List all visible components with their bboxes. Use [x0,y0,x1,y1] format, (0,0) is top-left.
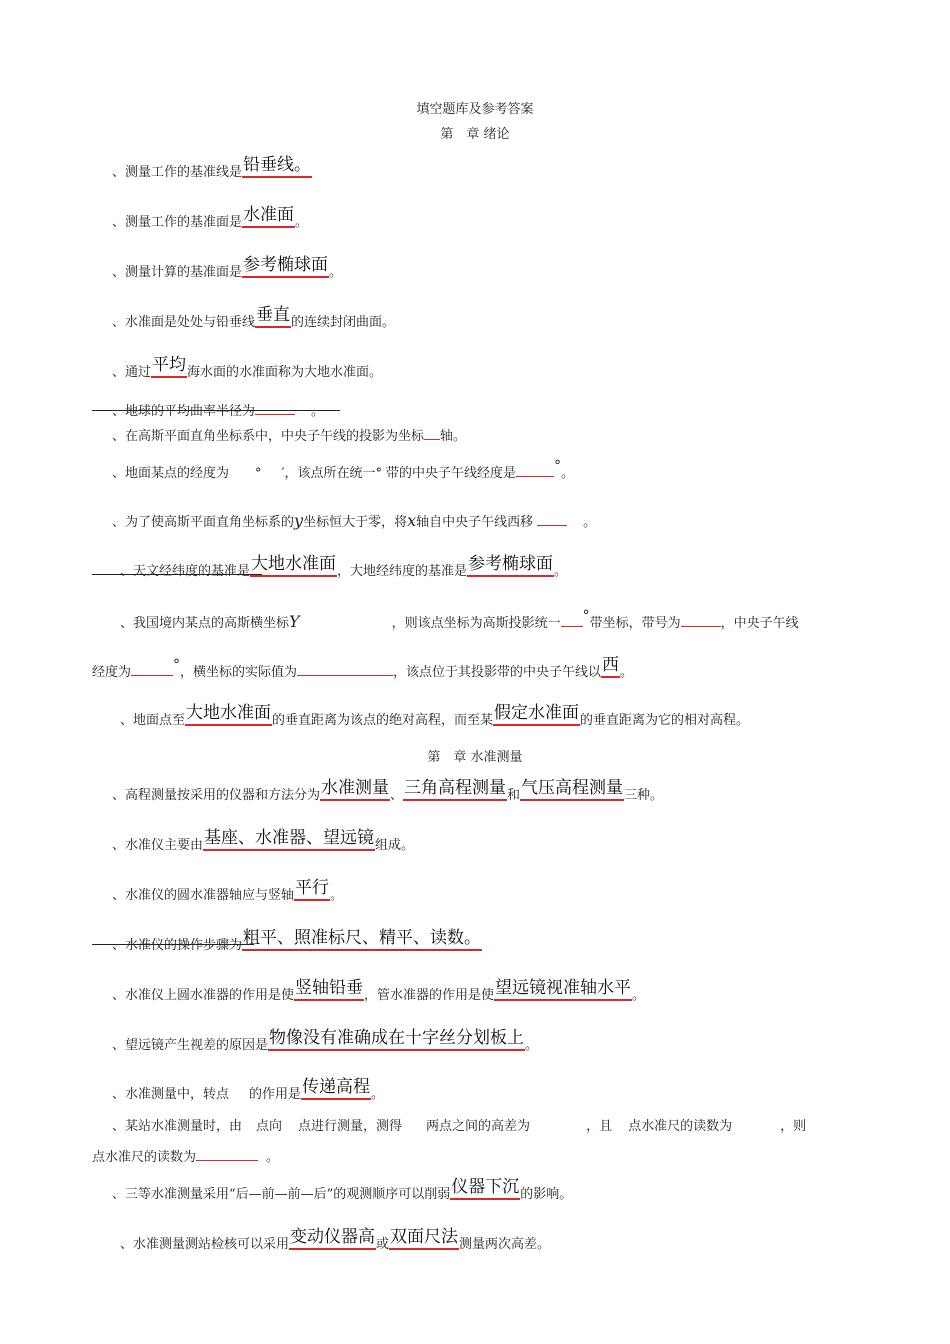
question-7: 、在高斯平面直角坐标系中，中央子午线的投影为坐标 轴。 [112,425,466,443]
answer-blank [424,425,440,440]
question-13: 、高程测量按采用的仪器和方法分为水准测量、三角高程测量和气压高程测量三种。 [112,778,664,803]
chapter-heading-1: 第 章 绪论 [440,127,510,142]
answer-1: 水准测量 [320,780,390,801]
answer: 仪器下沉 [450,1179,520,1200]
answer: 基座、水准器、望远镜 [203,830,375,851]
question-19: 、水准测量中，转点 的作用是传递高程。 [112,1077,385,1102]
answer-blank [537,511,567,526]
answer-1: 竖轴铅垂 [294,980,364,1001]
answer: 水准面 [242,207,295,228]
question-11: 、我国境内某点的高斯横坐标Y ，则该点坐标为高斯投影统一 °带坐标，带号为 ，中央子午线 [120,608,799,631]
question-5: 、通过平均海水面的水准面称为大地水准面。 [112,355,383,380]
answer: 参考椭球面 [242,257,329,278]
question-10: 、天文经纬度的基准是大地水准面，大地经纬度的基准是参考椭球面。 [120,554,568,579]
answer-blank [681,612,721,627]
answer-blank [196,1146,258,1161]
question-8: 、地面某点的经度为 ° ′，该点所在统一° 带的中央子午线经度是 °。 [112,458,575,481]
question-20-line-2: 点水准尺的读数为 。 [92,1146,279,1164]
question-18: 、望远镜产生视差的原因是物像没有准确成在十字丝分划板上。 [112,1028,539,1053]
question-3: 、测量计算的基准面是参考椭球面。 [112,255,343,280]
answer-blank [255,400,295,415]
question-11-line-2: 经度为 °，横坐标的实际值为 ，该点位于其投影带的中央子午线以西。 [92,655,634,680]
answer-blank [131,661,173,676]
answer: 西 [601,657,620,678]
question-22: 、水准测量测站检核可以采用变动仪器高或双面尺法测量两次高差。 [120,1227,551,1252]
strike-through-line [92,574,262,575]
question-16: 、水准仪的操作步骤为粗平、照准标尺、精平、读数。 [112,928,482,953]
question-17: 、水准仪上圆水准器的作用是使竖轴铅垂，管水准器的作用是使望远镜视准轴水平。 [112,978,646,1003]
strike-through-line [92,944,254,945]
answer: 粗平、照准标尺、精平、读数。 [242,930,482,951]
answer: 传递高程 [301,1079,371,1100]
answer: 平行 [294,880,330,901]
strike-through-line [92,410,340,411]
answer: 物像没有准确成在十字丝分划板上 [268,1030,525,1051]
question-9: 、为了使高斯平面直角坐标系的y坐标恒大于零，将x轴自中央子午线西移 。 [112,511,597,530]
answer-1: 大地水准面 [185,705,272,726]
answer: 垂直 [255,307,291,328]
answer-2: 望远镜视准轴水平 [494,980,632,1001]
question-1: 、测量工作的基准线是铅垂线。 [112,155,312,180]
question-21: 、三等水准测量采用“后—前—前—后”的观测顺序可以削弱仪器下沉的影响。 [112,1177,573,1202]
answer-1: 大地水准面 [250,556,337,577]
answer-blank [297,661,393,676]
answer-2: 参考椭球面 [467,556,554,577]
answer-2: 三角高程测量 [403,780,507,801]
page-title: 填空题库及参考答案 [416,102,534,117]
question-12: 、地面点至大地水准面的垂直距离为该点的绝对高程，而至某假定水准面的垂直距离为它的相对高程。 [120,703,750,728]
answer-blank [516,462,554,477]
answer-1: 变动仪器高 [289,1229,376,1250]
question-6: 、地球的平均曲率半径为 。 [112,400,324,418]
question-4: 、水准面是处处与铅垂线垂直的连续封闭曲面。 [112,305,396,330]
question-14: 、水准仪主要由基座、水准器、望远镜组成。 [112,828,415,853]
answer: 平均 [151,357,187,378]
answer: 铅垂线。 [242,157,312,178]
chapter-heading-2: 第 章 水准测量 [427,750,523,765]
question-20: 、某站水准测量时，由 点向 点进行测量，测得 两点之间的高差为 ，且 点水准尺的读数为 ，则 [112,1119,807,1134]
answer-3: 气压高程测量 [520,780,624,801]
answer-2: 双面尺法 [389,1229,459,1250]
answer-2: 假定水准面 [493,705,580,726]
answer-blank [561,612,583,627]
question-2: 、测量工作的基准面是水准面。 [112,205,309,230]
question-15: 、水准仪的圆水准器轴应与竖轴平行。 [112,878,344,903]
